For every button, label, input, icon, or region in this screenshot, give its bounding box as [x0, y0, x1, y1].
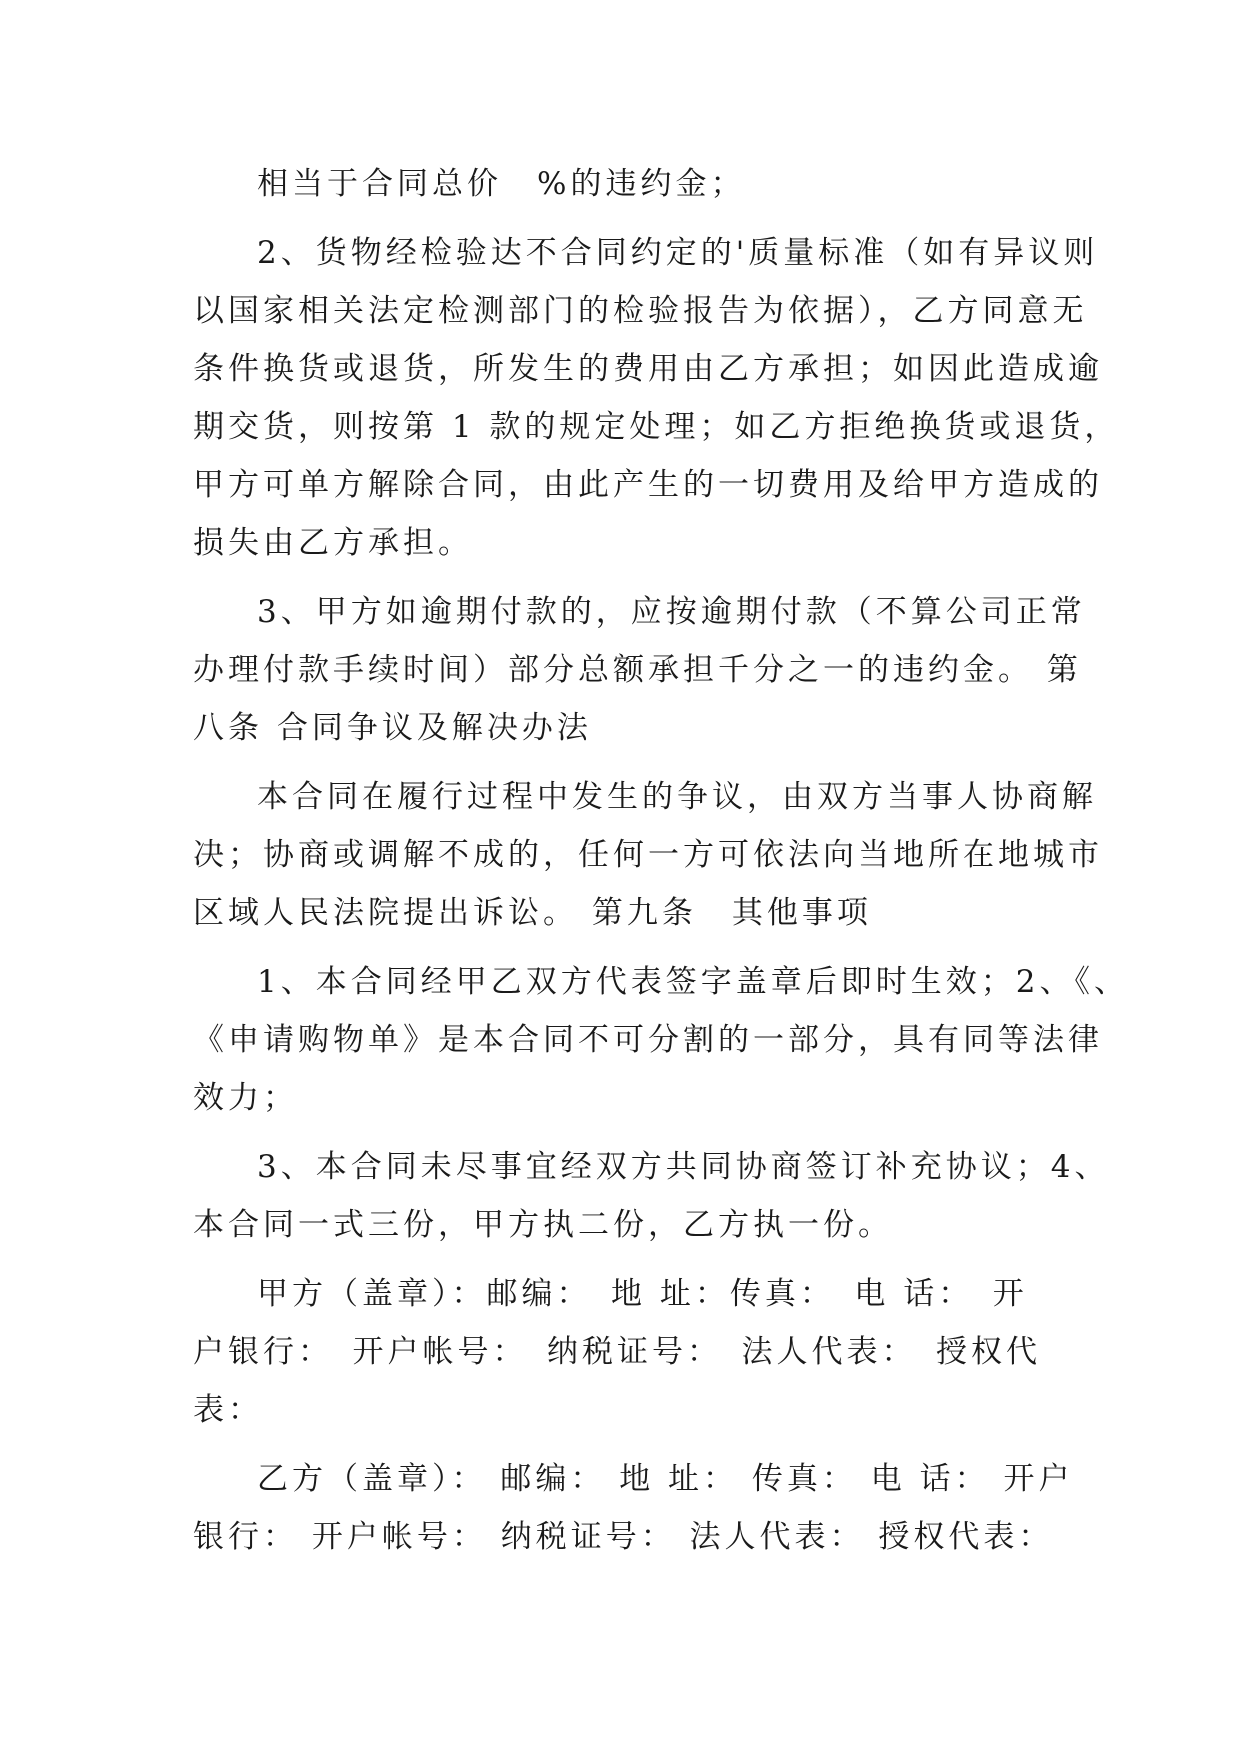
text-line: 决；协商或调解不成的，任何一方可依法向当地所在地城市 [193, 837, 1103, 873]
text-line: 户银行： 开户帐号： 纳税证号： 法人代表： 授权代 [193, 1334, 1041, 1370]
document-body [193, 155, 1129, 1566]
text-line: 本合同在履行过程中发生的争议，由双方当事人协商解 [257, 779, 1097, 815]
text-line: 区域人民法院提出诉讼。 第九条 其他事项 [193, 895, 872, 931]
text-line: 甲方可单方解除合同，由此产生的一切费用及给甲方造成的 [193, 467, 1103, 503]
text-line: 3、本合同未尽事宜经双方共同协商签订补充协议；4、 [257, 1149, 1110, 1185]
text-line: 以国家相关法定检测部门的检验报告为依据），乙方同意无 [193, 293, 1088, 329]
text-line: 效力； [193, 1080, 298, 1116]
text-line: 损失由乙方承担。 [193, 525, 473, 561]
text-line: 乙方（盖章）： 邮编： 地 址： 传真： 电 话： 开户 [257, 1461, 1074, 1497]
text-line: 表： [193, 1392, 263, 1428]
text-line: 3、甲方如逾期付款的，应按逾期付款（不算公司正常 [257, 594, 1086, 630]
text-line: 《申请购物单》是本合同不可分割的一部分，具有同等法律 [193, 1022, 1103, 1058]
text-line: 办理付款手续时间）部分总额承担千分之一的违约金。 第 [193, 652, 1082, 688]
text-line: 相当于合同总价 %的违约金； [257, 166, 746, 202]
text-line: 本合同一式三份，甲方执二份，乙方执一份。 [193, 1207, 893, 1243]
text-line: 1、本合同经甲乙双方代表签字盖章后即时生效；2、《、 [257, 964, 1129, 1000]
text-line: 2、货物经检验达不合同约定的'质量标准（如有异议则 [257, 235, 1099, 271]
text-line: 银行： 开户帐号： 纳税证号： 法人代表： 授权代表： [193, 1519, 1054, 1555]
text-line: 八条 合同争议及解决办法 [193, 710, 592, 746]
text-line: 甲方（盖章）：邮编： 地 址：传真： 电 话： 开 [257, 1276, 1028, 1312]
text-line: 期交货，则按第 1 款的规定处理；如乙方拒绝换货或退货， [193, 409, 1120, 445]
text-line: 条件换货或退货，所发生的费用由乙方承担；如因此造成逾 [193, 351, 1103, 387]
